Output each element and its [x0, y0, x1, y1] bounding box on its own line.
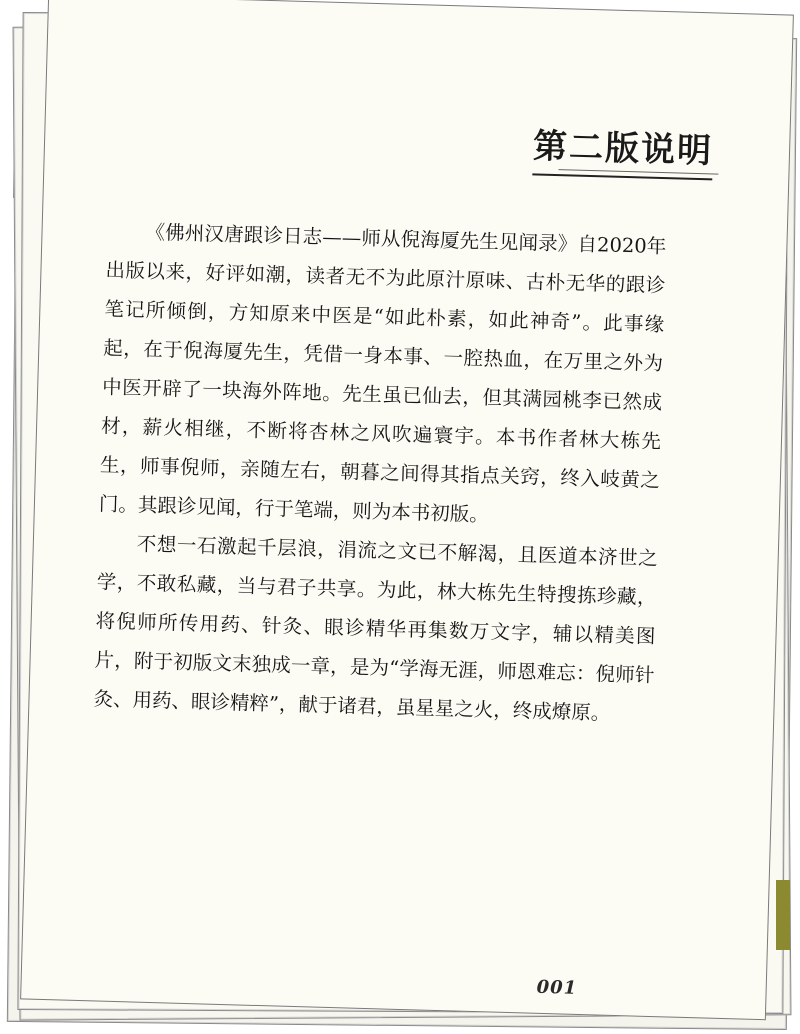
page-number: 001: [536, 976, 578, 999]
paragraph: 不想一石激起千层浪，涓流之文已不解渴，且医道本济世之学，不敢私藏，当与君子共享。为此，林大栋先生特搜拣珍藏，将倪师所传用药、针灸、眼诊精华再集数万文字，辅以精美图片，附于初版文末独成一章，是为“学海无涯，师恩难忘：倪师针灸、用药、眼诊精粹”，献于诸君，虽星星之火，终成燎原。: [93, 532, 658, 725]
section-heading: 第二版说明: [532, 118, 714, 180]
front-page: [20, 0, 794, 1020]
book-edge-right: [776, 880, 790, 950]
page-content: [21, 0, 793, 1019]
body-text: [93, 212, 667, 734]
paragraph: 《佛州汉唐跟诊日志——师从倪海厦先生见闻录》自2020年出版以来，好评如潮，读者无不为此原汁原味、古朴无华的跟诊笔记所倾倒，方知原来中医是“如此朴素，如此神奇”。此事缘起，在于倪海厦先生，凭借一身本事、一腔热血，在万里之外为中医开辟了一块海外阵地。先生虽已仙去，但其满园桃李已然成材，薪火相继，不断将杏林之风吹遍寰宇。本书作者林大栋先生，师事倪师，亲随左右，朝暮之间得其指点关窍，终入岐黄之门。其跟诊见闻，行于笔端，则为本书初版。: [98, 220, 667, 527]
